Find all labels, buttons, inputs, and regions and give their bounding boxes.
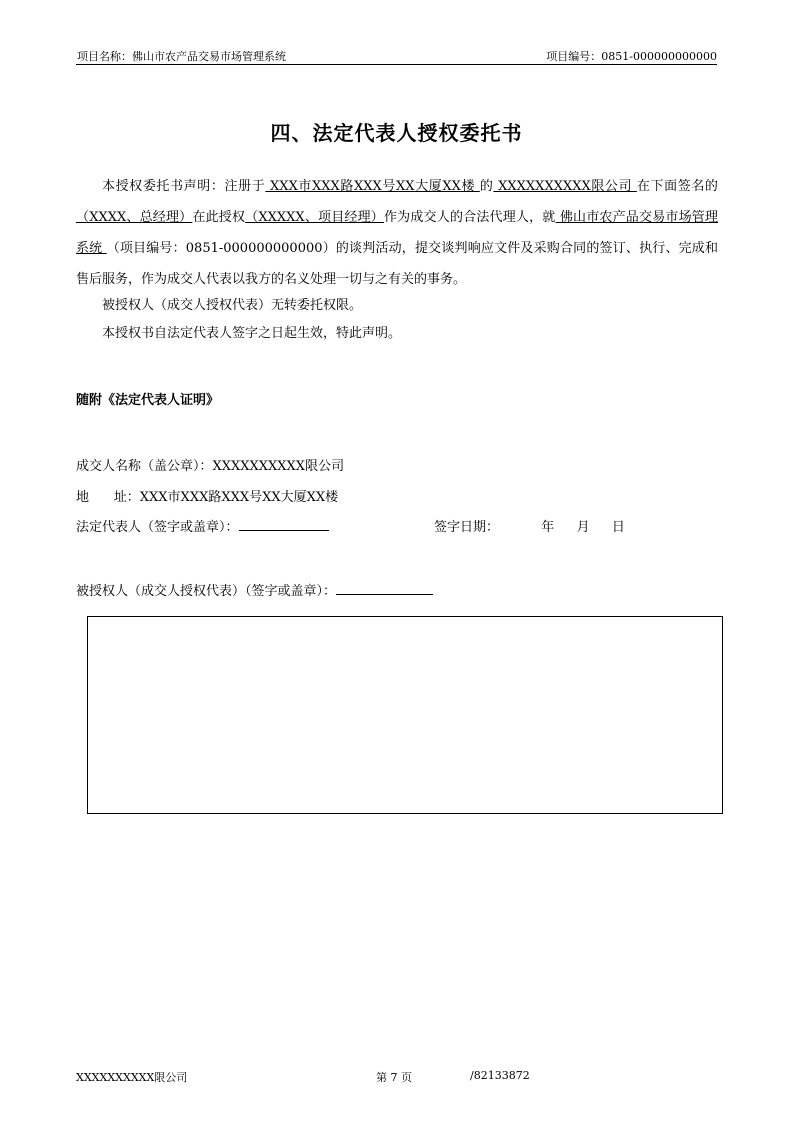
agent-signature-label: 被授权人（成交人授权代表）（签字或盖章）： — [76, 584, 337, 599]
bidder-name-label: 成交人名称（盖公章）： — [76, 459, 213, 474]
footer-company: XXXXXXXXXX限公司 — [76, 1071, 188, 1084]
registered-address: XXX市XXX路XXX号XX大厦XX楼 — [265, 179, 480, 194]
para1-text-6: （项目编号：0851-000000000000）的谈判活动，提交谈判响应文件及采购合同的签订、执行、完成和售后服务，作为成交人代表以我方的名义处理一切与之有关的事务。 — [76, 241, 718, 287]
legal-rep-signature-label: 法定代表人（签字或盖章）： — [76, 520, 239, 535]
authorized-agent: （XXXXX、项目经理） — [245, 210, 384, 225]
attachment-label: 随附《法定代表人证明》 — [76, 393, 220, 408]
para1-text-2: 的 — [479, 179, 494, 194]
header-divider — [76, 64, 717, 65]
para1-text-5: 作为成交人的合法代理人，就 — [383, 210, 556, 225]
agent-signature-row — [76, 580, 433, 599]
para1-text-1: 本授权委托书声明：注册于 — [102, 179, 266, 194]
sign-date-row — [434, 516, 625, 535]
no-subdelegation-paragraph: 被授权人（成交人授权代表）无转委托权限。 — [102, 298, 363, 313]
company-name: XXXXXXXXXX限公司 — [493, 179, 637, 194]
year-label: 年 — [541, 520, 555, 535]
bidder-name-row — [76, 455, 344, 474]
month-label: 月 — [576, 520, 590, 535]
agent-signature-blank[interactable] — [336, 582, 433, 595]
header-project-name: 项目名称：佛山市农产品交易市场管理系统 — [77, 50, 286, 63]
sign-date-label: 签字日期： — [434, 520, 500, 535]
page-title: 四、法定代表人授权委托书 — [270, 121, 523, 145]
legal-rep-row — [76, 516, 329, 535]
address-row — [76, 486, 338, 505]
footer-code: /82133872 — [470, 1069, 530, 1082]
legal-representative: （XXXX、总经理） — [76, 210, 193, 225]
para1-text-3: 在下面签名的 — [636, 179, 718, 194]
address-label: 地 址： — [76, 490, 140, 505]
day-label: 日 — [611, 520, 625, 535]
address-value: XXX市XXX路XXX号XX大厦XX楼 — [139, 490, 339, 505]
project-name: 佛山市农产品交易市场管理系统 — [76, 210, 718, 256]
legal-rep-signature-blank[interactable] — [239, 518, 329, 531]
effective-paragraph: 本授权书自法定代表人签字之日起生效，特此声明。 — [102, 326, 402, 341]
footer-page-number: 第 7 页 — [376, 1071, 412, 1084]
authorization-paragraph — [76, 171, 718, 295]
para1-text-4: 在此授权 — [192, 210, 246, 225]
bidder-name-value: XXXXXXXXXX限公司 — [212, 459, 345, 474]
header-project-number: 项目编号：0851-000000000000 — [546, 50, 717, 63]
id-attachment-box — [87, 616, 723, 814]
